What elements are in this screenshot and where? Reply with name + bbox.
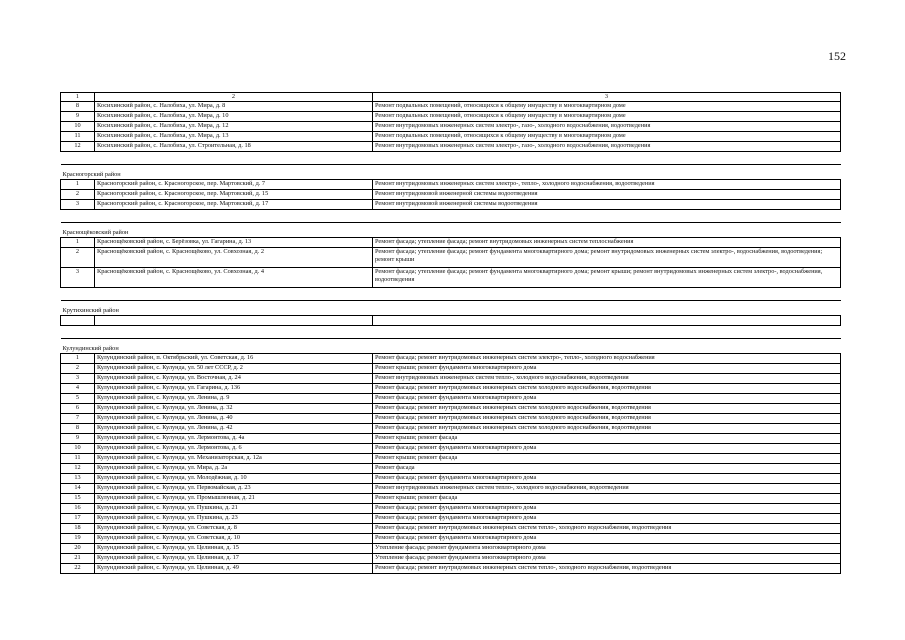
section-spacer — [61, 326, 841, 339]
row-address: Косихинский район, с. Налобиха, ул. Мира, д. 12 — [95, 122, 373, 132]
row-work-type: Ремонт подвальных помещений, относящихся к общему имуществу в многоквартирном доме — [373, 112, 841, 122]
row-address: Кулундинский район, с. Кулунда, ул. Целинная, д. 17 — [95, 554, 373, 564]
row-address: Красногорский район, с. Красногорское, пер. Мартовский, д. 7 — [95, 180, 373, 190]
row-address: Кулундинский район, с. Кулунда, ул. Лермонтова, д. 4а — [95, 434, 373, 444]
row-number: 18 — [61, 524, 95, 534]
table-row — [61, 424, 841, 434]
row-number: 9 — [61, 112, 95, 122]
row-address: Кулундинский район, с. Кулунда, ул. Ленина, д. 32 — [95, 404, 373, 414]
section-spacer — [61, 210, 841, 223]
row-number: 3 — [61, 374, 95, 384]
table-row — [61, 554, 841, 564]
row-number: 11 — [61, 132, 95, 142]
row-work-type: Ремонт фасада; утепление фасада; ремонт внутридомовых инженерных систем теплоснабжения — [373, 238, 841, 248]
row-address: Кулундинский район, с. Кулунда, ул. Ленина, д. 40 — [95, 414, 373, 424]
row-number: 6 — [61, 404, 95, 414]
column-number-row — [61, 93, 841, 102]
row-work-type: Ремонт внутридомовых инженерных систем электро-, газо-, холодного водоснабжения, водоотведения — [373, 142, 841, 152]
row-work-type: Ремонт фасада — [373, 464, 841, 474]
row-address: Кулундинский район, с. Кулунда, ул. Промышленная, д. 21 — [95, 494, 373, 504]
table-row — [61, 404, 841, 414]
district-heading: Кулундинский район — [61, 339, 841, 354]
section-spacer — [61, 152, 841, 165]
table-row — [61, 112, 841, 122]
row-work-type: Ремонт крыши; ремонт фасада — [373, 494, 841, 504]
row-address: Кулундинский район, с. Кулунда, ул. Мира, д. 2а — [95, 464, 373, 474]
row-address: Косихинский район, с. Налобиха, ул. Мира, д. 13 — [95, 132, 373, 142]
row-address: Кулундинский район, с. Кулунда, ул. Ленина, д. 42 — [95, 424, 373, 434]
row-number: 14 — [61, 484, 95, 494]
row-number: 10 — [61, 444, 95, 454]
table-row — [61, 494, 841, 504]
section-spacer-cell — [61, 326, 841, 339]
row-number: 3 — [61, 200, 95, 210]
row-address: Кулундинский район, с. Кулунда, ул. Восточная, д. 24 — [95, 374, 373, 384]
row-number: 15 — [61, 494, 95, 504]
row-address: Кулундинский район, с. Кулунда, ул. Пушкина, д. 21 — [95, 504, 373, 514]
row-address: Кулундинский район, с. Кулунда, ул. Механизаторская, д. 12а — [95, 454, 373, 464]
row-address: Кулундинский район, с. Кулунда, ул. Лермонтова, д. 6 — [95, 444, 373, 454]
row-number: 19 — [61, 534, 95, 544]
row-address — [95, 316, 373, 326]
table-row — [61, 122, 841, 132]
row-work-type: Ремонт фасада; ремонт фундамента многоквартирного дома — [373, 474, 841, 484]
row-address: Кулундинский район, с. Кулунда, ул. Молодёжная, д. 10 — [95, 474, 373, 484]
row-work-type: Утепление фасада; ремонт фундамента многоквартирного дома — [373, 554, 841, 564]
row-number: 17 — [61, 514, 95, 524]
table-row — [61, 474, 841, 484]
row-work-type: Ремонт крыши; ремонт фундамента многоквартирного дома — [373, 364, 841, 374]
row-address: Кулундинский район, п. Октябрьский, ул. Советская, д. 16 — [95, 354, 373, 364]
row-work-type: Ремонт внутридомовых инженерных систем тепло-, холодного водоснабжения, водоотведения — [373, 374, 841, 384]
row-work-type: Ремонт внутридомовой инженерной системы водоотведения — [373, 200, 841, 210]
table-row — [61, 414, 841, 424]
table-row — [61, 190, 841, 200]
row-number: 10 — [61, 122, 95, 132]
row-number: 11 — [61, 454, 95, 464]
table-row — [61, 434, 841, 444]
section-spacer-cell — [61, 152, 841, 165]
row-work-type: Ремонт крыши; ремонт фасада — [373, 454, 841, 464]
row-address: Краснощёковский район, с. Краснощёково, ул. Совхозная, д. 4 — [95, 268, 373, 288]
row-address: Кулундинский район, с. Кулунда, ул. Советская, д. 8 — [95, 524, 373, 534]
row-number: 2 — [61, 190, 95, 200]
row-work-type: Ремонт фасада; ремонт внутридомовых инженерных систем электро-, тепло-, холодного водоснабжения — [373, 354, 841, 364]
row-number: 3 — [61, 268, 95, 288]
table-row — [61, 564, 841, 574]
row-address: Кулундинский район, с. Кулунда, ул. Первомайская, д. 23 — [95, 484, 373, 494]
row-number: 1 — [61, 180, 95, 190]
column-header-2: 2 — [95, 93, 373, 102]
table-row — [61, 248, 841, 268]
district-heading-row — [61, 223, 841, 238]
table-row — [61, 504, 841, 514]
table-row — [61, 316, 841, 326]
row-number: 13 — [61, 474, 95, 484]
table-row — [61, 454, 841, 464]
table-row — [61, 394, 841, 404]
table-row — [61, 484, 841, 494]
district-heading: Краснощёковский район — [61, 223, 841, 238]
section-spacer — [61, 288, 841, 301]
row-work-type: Ремонт фасада; утепление фасада; ремонт фундамента многоквартирного дома; ремонт крыши; ремонт внутридомовых инженерных систем электро-, водоснабжения, водоотведения — [373, 268, 841, 288]
row-number: 1 — [61, 238, 95, 248]
row-address: Кулундинский район, с. Кулунда, ул. Целинная, д. 15 — [95, 544, 373, 554]
row-address: Кулундинский район, с. Кулунда, ул. Целинная, д. 49 — [95, 564, 373, 574]
district-heading-row — [61, 301, 841, 316]
district-heading: Красногорский район — [61, 165, 841, 180]
row-number — [61, 316, 95, 326]
row-number: 7 — [61, 414, 95, 424]
table-row — [61, 524, 841, 534]
row-work-type: Ремонт фасада; ремонт внутридомовых инженерных систем холодного водоснабжения, водоотведения — [373, 384, 841, 394]
row-work-type: Ремонт фасада; ремонт внутридомовых инженерных систем холодного водоснабжения, водоотведения — [373, 404, 841, 414]
repair-list-table — [60, 92, 841, 574]
row-work-type: Ремонт фасада; ремонт фундамента многоквартирного дома — [373, 444, 841, 454]
row-number: 20 — [61, 544, 95, 554]
row-number: 22 — [61, 564, 95, 574]
row-address: Косихинский район, с. Налобиха, ул. Мира, д. 10 — [95, 112, 373, 122]
page-number: 152 — [828, 49, 846, 63]
row-address: Красногорский район, с. Красногорское, пер. Мартовский, д. 17 — [95, 200, 373, 210]
row-work-type: Ремонт внутридомовых инженерных систем электро-, газо-, холодного водоснабжения, водоотведения — [373, 122, 841, 132]
row-work-type: Ремонт крыши; ремонт фасада — [373, 434, 841, 444]
row-work-type: Утепление фасада; ремонт фундамента многоквартирного дома — [373, 544, 841, 554]
district-heading: Крутихинский район — [61, 301, 841, 316]
row-address: Краснощёковский район, с. Краснощёково, ул. Совхозная, д. 2 — [95, 248, 373, 268]
row-address: Косихинский район, с. Налобиха, ул. Мира, д. 8 — [95, 102, 373, 112]
row-work-type: Ремонт подвальных помещений, относящихся к общему имуществу в многоквартирном доме — [373, 132, 841, 142]
row-work-type: Ремонт фасада; ремонт фундамента многоквартирного дома — [373, 504, 841, 514]
row-work-type: Ремонт внутридомовой инженерной системы водоотведения — [373, 190, 841, 200]
row-work-type: Ремонт фасада; ремонт фундамента многоквартирного дома — [373, 514, 841, 524]
table-row — [61, 444, 841, 454]
row-address: Кулундинский район, с. Кулунда, ул. Гагарина, д. 136 — [95, 384, 373, 394]
district-heading-row — [61, 339, 841, 354]
row-work-type: Ремонт фасада; ремонт фундамента многоквартирного дома — [373, 534, 841, 544]
table-row — [61, 200, 841, 210]
row-number: 12 — [61, 142, 95, 152]
column-header-3: 3 — [373, 93, 841, 102]
row-work-type: Ремонт фасада; утепление фасада; ремонт фундамента многоквартирного дома; ремонт внутридомовых инженерных систем электро-, водоснабжения, водоотведения; ремонт крыши — [373, 248, 841, 268]
section-spacer-cell — [61, 210, 841, 223]
row-address: Красногорский район, с. Красногорское, пер. Мартовский, д. 15 — [95, 190, 373, 200]
table-row — [61, 544, 841, 554]
table-row — [61, 384, 841, 394]
row-address: Косихинский район, с. Налобиха, ул. Строительная, д. 18 — [95, 142, 373, 152]
row-work-type: Ремонт фасада; ремонт внутридомовых инженерных систем тепло-, холодного водоснабжения, водоотведения — [373, 524, 841, 534]
row-number: 8 — [61, 424, 95, 434]
table-body — [61, 93, 841, 574]
table-row — [61, 364, 841, 374]
row-number: 16 — [61, 504, 95, 514]
row-work-type: Ремонт подвальных помещений, относящихся к общему имуществу в многоквартирном доме — [373, 102, 841, 112]
table-row — [61, 534, 841, 544]
table-row — [61, 238, 841, 248]
row-work-type: Ремонт фасада; ремонт внутридомовых инженерных систем тепло-, холодного водоснабжения, водоотведения — [373, 564, 841, 574]
row-address: Кулундинский район, с. Кулунда, ул. 50 лет СССР, д. 2 — [95, 364, 373, 374]
table-row — [61, 132, 841, 142]
column-header-1: 1 — [61, 93, 95, 102]
document-sheet — [60, 92, 840, 574]
row-number: 2 — [61, 364, 95, 374]
section-spacer-cell — [61, 288, 841, 301]
table-row — [61, 102, 841, 112]
row-work-type: Ремонт внутридомовых инженерных систем электро-, тепло-, холодного водоснабжения, водоотведения — [373, 180, 841, 190]
row-number: 12 — [61, 464, 95, 474]
table-row — [61, 142, 841, 152]
district-heading-row — [61, 165, 841, 180]
row-work-type: Ремонт фасада; ремонт фундамента многоквартирного дома — [373, 394, 841, 404]
row-work-type: Ремонт внутридомовых инженерных систем тепло-, холодного водоснабжения, водоотведения — [373, 484, 841, 494]
row-number: 1 — [61, 354, 95, 364]
row-number: 8 — [61, 102, 95, 112]
row-address: Кулундинский район, с. Кулунда, ул. Пушкина, д. 23 — [95, 514, 373, 524]
row-address: Кулундинский район, с. Кулунда, ул. Ленина, д. 9 — [95, 394, 373, 404]
row-work-type — [373, 316, 841, 326]
row-number: 4 — [61, 384, 95, 394]
row-number: 9 — [61, 434, 95, 444]
table-row — [61, 268, 841, 288]
table-row — [61, 374, 841, 384]
row-work-type: Ремонт фасада; ремонт внутридомовых инженерных систем холодного водоснабжения, водоотведения — [373, 424, 841, 434]
row-number: 21 — [61, 554, 95, 564]
table-row — [61, 354, 841, 364]
row-address: Кулундинский район, с. Кулунда, ул. Советская, д. 10 — [95, 534, 373, 544]
row-number: 2 — [61, 248, 95, 268]
row-address: Краснощёковский район, с. Берёзовка, ул. Гагарина, д. 13 — [95, 238, 373, 248]
table-row — [61, 464, 841, 474]
row-number: 5 — [61, 394, 95, 404]
row-work-type: Ремонт фасада; ремонт внутридомовых инженерных систем холодного водоснабжения, водоотведения — [373, 414, 841, 424]
table-row — [61, 514, 841, 524]
table-row — [61, 180, 841, 190]
